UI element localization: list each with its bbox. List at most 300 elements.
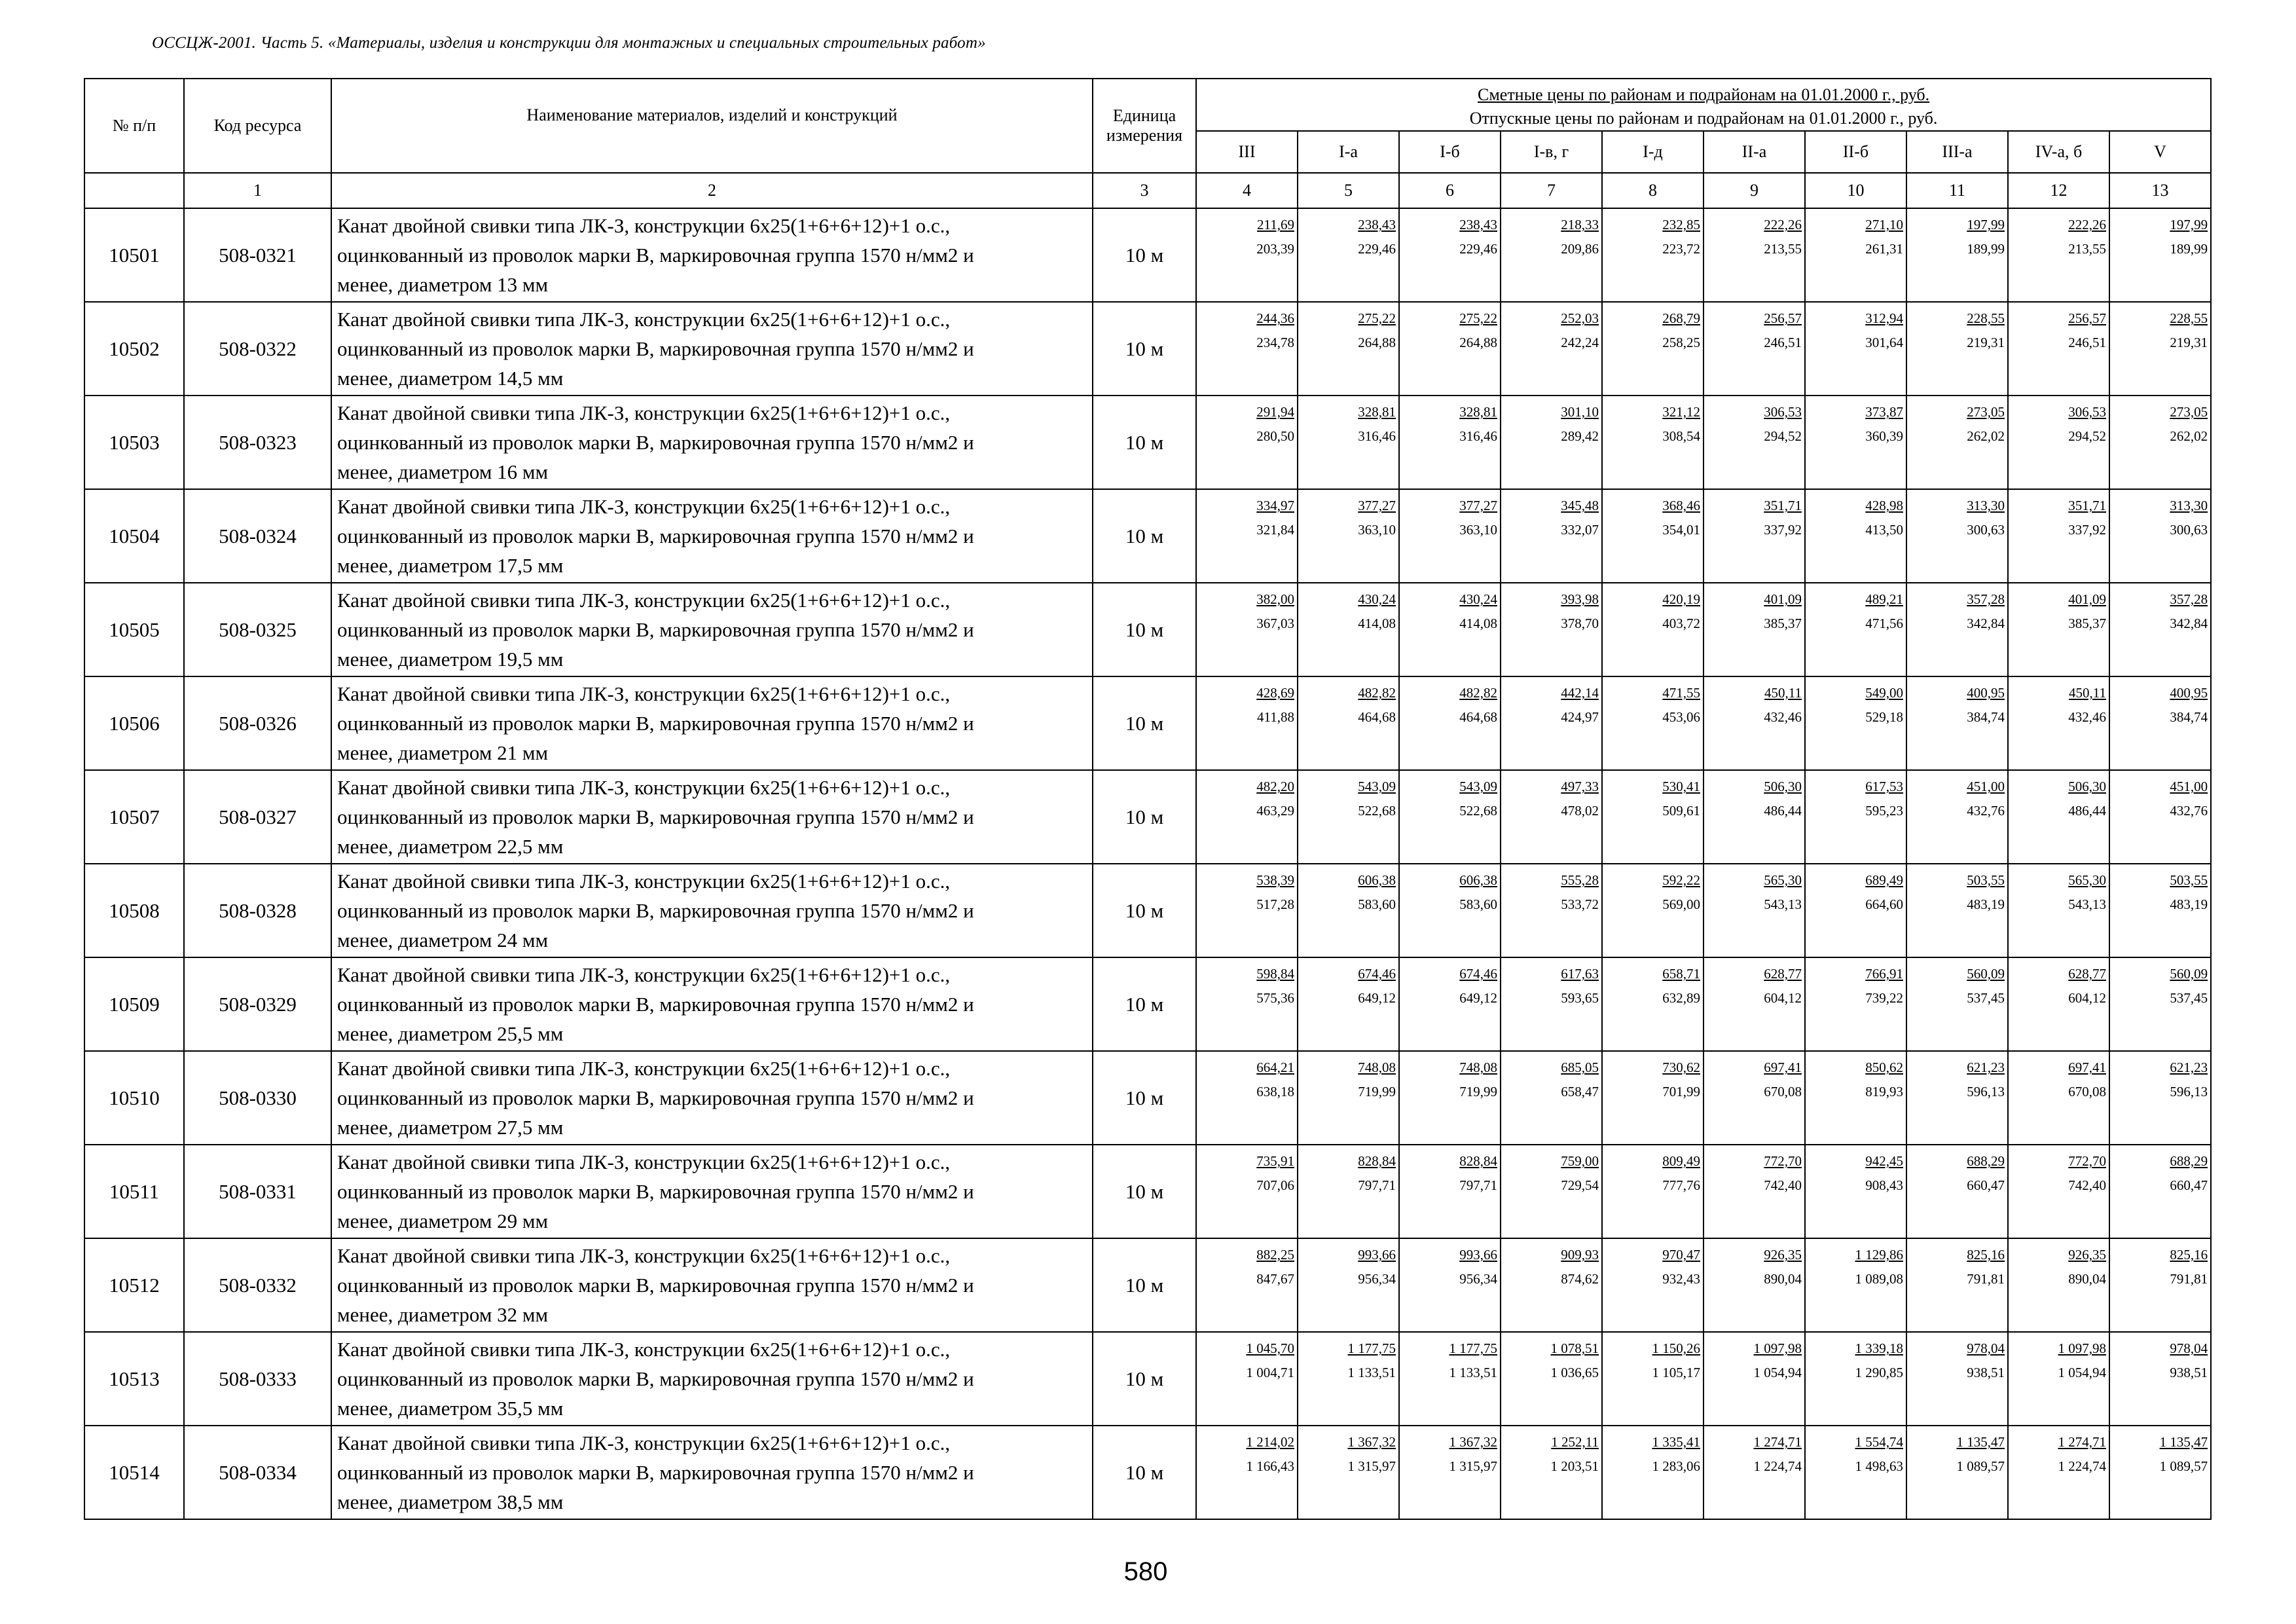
release-price: 660,47 <box>2170 1177 2208 1193</box>
estimate-price: 442,14 <box>1561 685 1599 701</box>
price-cell <box>2008 1145 2109 1238</box>
price-cell <box>1501 489 1602 583</box>
release-price: 483,19 <box>2170 896 2208 912</box>
release-price: 932,43 <box>1662 1271 1700 1287</box>
release-price: 797,71 <box>1358 1177 1396 1193</box>
estimate-price: 197,99 <box>1967 217 2005 232</box>
material-name <box>331 208 1093 302</box>
price-cell <box>1704 1145 1805 1238</box>
material-name-line: Канат двойной свивки типа ЛК-З, конструкции 6х25(1+6+6+12)+1 о.с., <box>337 308 951 331</box>
price-cell <box>2008 1332 2109 1426</box>
price-cell <box>2008 770 2109 864</box>
estimate-price: 268,79 <box>1662 310 1700 326</box>
unit-cell: 10 м <box>1093 676 1196 770</box>
estimate-price: 809,49 <box>1662 1153 1700 1169</box>
estimate-price: 450,11 <box>2069 685 2106 701</box>
region-header: II-б <box>1805 131 1906 173</box>
row-number: 10506 <box>84 676 184 770</box>
price-cell <box>1704 489 1805 583</box>
release-price: 189,99 <box>1967 241 2005 257</box>
release-price: 300,63 <box>1967 522 2005 538</box>
estimate-price: 664,21 <box>1256 1060 1294 1075</box>
release-price: 777,76 <box>1662 1177 1700 1193</box>
table-row <box>84 1145 2211 1238</box>
release-price: 1 224,74 <box>2058 1458 2106 1474</box>
release-price: 289,42 <box>1561 428 1599 444</box>
estimate-price: 1 177,75 <box>1347 1340 1396 1356</box>
unit-cell: 10 м <box>1093 957 1196 1051</box>
estimate-price: 1 097,98 <box>2058 1340 2106 1356</box>
material-name-line: Канат двойной свивки типа ЛК-З, конструкции 6х25(1+6+6+12)+1 о.с., <box>337 870 951 893</box>
price-cell <box>2109 957 2211 1051</box>
resource-code: 508-0324 <box>184 489 331 583</box>
estimate-price: 368,46 <box>1662 498 1700 513</box>
estimate-price: 555,28 <box>1561 872 1599 888</box>
estimate-price: 978,04 <box>2170 1340 2208 1356</box>
table-row <box>84 1332 2211 1426</box>
material-name-line: менее, диаметром 16 мм <box>337 460 549 483</box>
estimate-price: 1 078,51 <box>1550 1340 1599 1356</box>
release-price: 1 203,51 <box>1550 1458 1599 1474</box>
release-price: 413,50 <box>1865 522 1903 538</box>
material-name-line: оцинкованный из проволок марки В, маркировочная группа 1570 н/мм2 и <box>337 337 974 360</box>
material-name-line: менее, диаметром 21 мм <box>337 741 549 764</box>
release-price: 432,46 <box>1764 709 1802 725</box>
column-number: 4 <box>1196 173 1298 208</box>
resource-code: 508-0322 <box>184 302 331 396</box>
region-header: V <box>2109 131 2211 173</box>
release-price: 1 290,85 <box>1855 1365 1903 1380</box>
release-price: 660,47 <box>1967 1177 2005 1193</box>
estimate-price: 497,33 <box>1561 779 1599 794</box>
estimate-price: 252,03 <box>1561 310 1599 326</box>
estimate-price: 503,55 <box>1967 872 2005 888</box>
release-price: 242,24 <box>1561 335 1599 350</box>
estimate-price: 993,66 <box>1358 1247 1396 1263</box>
price-cell <box>1399 1332 1501 1426</box>
table-row <box>84 1238 2211 1332</box>
release-price: 471,56 <box>1865 616 1903 631</box>
estimate-price: 238,43 <box>1358 217 1396 232</box>
region-header: III <box>1196 131 1298 173</box>
estimate-price: 825,16 <box>1967 1247 2005 1263</box>
row-number: 10507 <box>84 770 184 864</box>
release-price: 595,23 <box>1865 803 1903 819</box>
price-cell <box>2008 396 2109 489</box>
estimate-price: 926,35 <box>1764 1247 1802 1263</box>
material-name-line: Канат двойной свивки типа ЛК-З, конструкции 6х25(1+6+6+12)+1 о.с., <box>337 682 951 705</box>
release-price: 209,86 <box>1561 241 1599 257</box>
estimate-price: 301,10 <box>1561 404 1599 420</box>
price-cell <box>1602 957 1704 1051</box>
unit-cell: 10 м <box>1093 1145 1196 1238</box>
release-price: 332,07 <box>1561 522 1599 538</box>
estimate-price: 1 214,02 <box>1246 1434 1294 1450</box>
estimate-price: 689,49 <box>1865 872 1903 888</box>
estimate-price: 828,84 <box>1358 1153 1396 1169</box>
estimate-price: 351,71 <box>1764 498 1802 513</box>
estimate-price: 503,55 <box>2170 872 2208 888</box>
estimate-price: 232,85 <box>1662 217 1700 232</box>
estimate-price: 428,98 <box>1865 498 1903 513</box>
price-cell <box>1906 1051 2008 1145</box>
material-name <box>331 302 1093 396</box>
price-cell <box>1602 1145 1704 1238</box>
estimate-price: 482,82 <box>1358 685 1396 701</box>
estimate-price: 697,41 <box>2068 1060 2106 1075</box>
release-price: 262,02 <box>1967 428 2005 444</box>
estimate-price: 321,12 <box>1662 404 1700 420</box>
estimate-price: 628,77 <box>1764 966 1802 982</box>
release-price: 522,68 <box>1459 803 1497 819</box>
row-number: 10501 <box>84 208 184 302</box>
table-row <box>84 396 2211 489</box>
estimate-price: 228,55 <box>2170 310 2208 326</box>
price-cell <box>1399 208 1501 302</box>
release-price: 1 498,63 <box>1855 1458 1903 1474</box>
estimate-price: 882,25 <box>1256 1247 1294 1263</box>
price-cell <box>1501 957 1602 1051</box>
price-cell <box>1399 1238 1501 1332</box>
column-number: 12 <box>2008 173 2109 208</box>
table-row <box>84 770 2211 864</box>
price-cell <box>1704 957 1805 1051</box>
price-cell <box>1906 1332 2008 1426</box>
material-name-line: Канат двойной свивки типа ЛК-З, конструкции 6х25(1+6+6+12)+1 о.с., <box>337 1338 951 1361</box>
material-name-line: менее, диаметром 35,5 мм <box>337 1397 564 1420</box>
release-price: 262,02 <box>2170 428 2208 444</box>
price-cell <box>1602 1426 1704 1519</box>
resource-code: 508-0330 <box>184 1051 331 1145</box>
table-row <box>84 583 2211 676</box>
resource-code: 508-0325 <box>184 583 331 676</box>
release-price: 664,60 <box>1865 896 1903 912</box>
price-cell <box>1501 1051 1602 1145</box>
release-price: 246,51 <box>2068 335 2106 350</box>
table-row <box>84 957 2211 1051</box>
region-header: I-б <box>1399 131 1501 173</box>
price-cell <box>1399 1051 1501 1145</box>
price-cell <box>1602 208 1704 302</box>
release-price: 316,46 <box>1358 428 1396 444</box>
release-price: 596,13 <box>2170 1084 2208 1099</box>
price-cell <box>1399 676 1501 770</box>
price-cell <box>1298 1332 1399 1426</box>
estimate-price: 211,69 <box>1257 217 1294 232</box>
resource-code: 508-0331 <box>184 1145 331 1238</box>
release-price: 791,81 <box>2170 1271 2208 1287</box>
estimate-price: 357,28 <box>2170 591 2208 607</box>
release-price: 337,92 <box>2068 522 2106 538</box>
material-name-line: оцинкованный из проволок марки В, маркировочная группа 1570 н/мм2 и <box>337 805 974 828</box>
column-number-row <box>84 173 2211 208</box>
price-cell <box>1501 1145 1602 1238</box>
estimate-price: 313,30 <box>1967 498 2005 513</box>
estimate-price: 560,09 <box>2170 966 2208 982</box>
column-number <box>84 173 184 208</box>
release-price: 1 315,97 <box>1347 1458 1396 1474</box>
price-cell <box>1704 396 1805 489</box>
estimate-price: 506,30 <box>2068 779 2106 794</box>
release-price: 1 004,71 <box>1246 1365 1294 1380</box>
price-cell <box>1805 208 1906 302</box>
estimate-price: 688,29 <box>1967 1153 2005 1169</box>
release-price: 533,72 <box>1561 896 1599 912</box>
estimate-price: 222,26 <box>2068 217 2106 232</box>
release-price: 234,78 <box>1256 335 1294 350</box>
material-name <box>331 957 1093 1051</box>
release-price: 294,52 <box>2068 428 2106 444</box>
release-price: 529,18 <box>1865 709 1903 725</box>
release-price: 543,13 <box>2068 896 2106 912</box>
region-header: III-а <box>1906 131 2008 173</box>
price-cell <box>1805 1332 1906 1426</box>
release-price: 543,13 <box>1764 896 1802 912</box>
material-name-line: менее, диаметром 32 мм <box>337 1303 549 1326</box>
price-cell <box>1399 489 1501 583</box>
price-cell <box>1602 489 1704 583</box>
estimate-price: 291,94 <box>1256 404 1294 420</box>
price-cell <box>1602 770 1704 864</box>
estimate-price: 271,10 <box>1865 217 1903 232</box>
release-price: 294,52 <box>1764 428 1802 444</box>
release-price: 354,01 <box>1662 522 1700 538</box>
material-name <box>331 489 1093 583</box>
estimate-price: 1 097,98 <box>1753 1340 1802 1356</box>
release-price: 213,55 <box>2068 241 2106 257</box>
release-price: 658,47 <box>1561 1084 1599 1099</box>
release-price: 649,12 <box>1459 990 1497 1006</box>
material-name <box>331 770 1093 864</box>
table-row <box>84 1426 2211 1519</box>
material-name-line: Канат двойной свивки типа ЛК-З, конструкции 6х25(1+6+6+12)+1 о.с., <box>337 1151 951 1173</box>
row-number: 10511 <box>84 1145 184 1238</box>
document-title: ОССЦЖ-2001. Часть 5. «Материалы, изделия и конструкции для монтажных и специальных строительных работ» <box>152 34 986 52</box>
release-price: 1 054,94 <box>1753 1365 1802 1380</box>
unit-cell: 10 м <box>1093 583 1196 676</box>
price-cell <box>1501 208 1602 302</box>
estimate-price: 730,62 <box>1662 1060 1700 1075</box>
release-price: 301,64 <box>1865 335 1903 350</box>
material-name-line: оцинкованный из проволок марки В, маркировочная группа 1570 н/мм2 и <box>337 1367 974 1390</box>
material-name-line: Канат двойной свивки типа ЛК-З, конструкции 6х25(1+6+6+12)+1 о.с., <box>337 963 951 986</box>
estimate-price: 377,27 <box>1459 498 1497 513</box>
release-price: 1 036,65 <box>1550 1365 1599 1380</box>
release-price: 632,89 <box>1662 990 1700 1006</box>
estimate-price: 451,00 <box>2170 779 2208 794</box>
estimate-price: 978,04 <box>1967 1340 2005 1356</box>
price-cell <box>2008 1426 2109 1519</box>
release-price: 638,18 <box>1256 1084 1294 1099</box>
release-price: 604,12 <box>2068 990 2106 1006</box>
release-price: 432,76 <box>2170 803 2208 819</box>
material-name-line: Канат двойной свивки типа ЛК-З, конструкции 6х25(1+6+6+12)+1 о.с., <box>337 589 951 612</box>
estimate-price: 373,87 <box>1865 404 1903 420</box>
estimate-price: 674,46 <box>1459 966 1497 982</box>
release-price: 791,81 <box>1967 1271 2005 1287</box>
release-price: 537,45 <box>2170 990 2208 1006</box>
price-cell <box>1906 676 2008 770</box>
estimate-price: 428,69 <box>1256 685 1294 701</box>
price-cell <box>1805 396 1906 489</box>
release-price: 360,39 <box>1865 428 1903 444</box>
release-price: 847,67 <box>1256 1271 1294 1287</box>
header-release-prices: Отпускные цены по районам и подрайонам на 01.01.2000 г., руб. <box>1469 109 1938 128</box>
estimate-price: 772,70 <box>1764 1153 1802 1169</box>
price-cell <box>1298 396 1399 489</box>
release-price: 385,37 <box>1764 616 1802 631</box>
material-name <box>331 1145 1093 1238</box>
region-header: II-а <box>1704 131 1805 173</box>
resource-code: 508-0321 <box>184 208 331 302</box>
release-price: 213,55 <box>1764 241 1802 257</box>
release-price: 486,44 <box>2068 803 2106 819</box>
release-price: 246,51 <box>1764 335 1802 350</box>
unit-cell: 10 м <box>1093 770 1196 864</box>
price-cell <box>1196 957 1298 1051</box>
estimate-price: 1 554,74 <box>1855 1434 1903 1450</box>
table-row <box>84 208 2211 302</box>
release-price: 280,50 <box>1256 428 1294 444</box>
estimate-price: 482,82 <box>1459 685 1497 701</box>
release-price: 486,44 <box>1764 803 1802 819</box>
release-price: 1 133,51 <box>1347 1365 1396 1380</box>
release-price: 219,31 <box>1967 335 2005 350</box>
estimate-price: 538,39 <box>1256 872 1294 888</box>
price-cell <box>1906 1238 2008 1332</box>
price-cell <box>1399 396 1501 489</box>
estimate-price: 400,95 <box>1967 685 2005 701</box>
table-row <box>84 864 2211 957</box>
release-price: 453,06 <box>1662 709 1700 725</box>
release-price: 956,34 <box>1358 1271 1396 1287</box>
material-name <box>331 583 1093 676</box>
release-price: 363,10 <box>1459 522 1497 538</box>
region-header: IV-а, б <box>2008 131 2109 173</box>
release-price: 189,99 <box>2170 241 2208 257</box>
estimate-price: 273,05 <box>1967 404 2005 420</box>
header-unit: Единица измерения <box>1093 79 1196 173</box>
estimate-price: 592,22 <box>1662 872 1700 888</box>
material-name-line: оцинкованный из проволок марки В, маркировочная группа 1570 н/мм2 и <box>337 525 974 547</box>
release-price: 604,12 <box>1764 990 1802 1006</box>
release-price: 956,34 <box>1459 1271 1497 1287</box>
estimate-price: 382,00 <box>1256 591 1294 607</box>
estimate-price: 345,48 <box>1561 498 1599 513</box>
release-price: 367,03 <box>1256 616 1294 631</box>
estimate-price: 850,62 <box>1865 1060 1903 1075</box>
release-price: 432,76 <box>1967 803 2005 819</box>
price-cell <box>1602 864 1704 957</box>
release-price: 414,08 <box>1358 616 1396 631</box>
price-cell <box>1399 1426 1501 1519</box>
price-cell <box>1196 1051 1298 1145</box>
price-cell <box>1805 957 1906 1051</box>
material-name-line: менее, диаметром 22,5 мм <box>337 835 564 858</box>
resource-code: 508-0328 <box>184 864 331 957</box>
header-num: № п/п <box>84 79 184 173</box>
estimate-price: 1 177,75 <box>1449 1340 1497 1356</box>
release-price: 342,84 <box>1967 616 2005 631</box>
release-price: 1 315,97 <box>1449 1458 1497 1474</box>
column-number: 11 <box>1906 173 2008 208</box>
release-price: 300,63 <box>2170 522 2208 538</box>
unit-cell: 10 м <box>1093 1051 1196 1145</box>
release-price: 517,28 <box>1256 896 1294 912</box>
estimate-price: 772,70 <box>2068 1153 2106 1169</box>
estimate-price: 697,41 <box>1764 1060 1802 1075</box>
estimate-price: 748,08 <box>1358 1060 1396 1075</box>
estimate-price: 766,91 <box>1865 966 1903 982</box>
material-name-line: оцинкованный из проволок марки В, маркировочная группа 1570 н/мм2 и <box>337 1180 974 1203</box>
header-name: Наименование материалов, изделий и конструкций <box>331 79 1093 173</box>
estimate-price: 748,08 <box>1459 1060 1497 1075</box>
release-price: 219,31 <box>2170 335 2208 350</box>
estimate-price: 275,22 <box>1358 310 1396 326</box>
row-number: 10513 <box>84 1332 184 1426</box>
estimate-price: 926,35 <box>2068 1247 2106 1263</box>
release-price: 719,99 <box>1459 1084 1497 1099</box>
material-name-line: Канат двойной свивки типа ЛК-З, конструкции 6х25(1+6+6+12)+1 о.с., <box>337 1244 951 1267</box>
price-cell <box>1196 208 1298 302</box>
release-price: 649,12 <box>1358 990 1396 1006</box>
estimate-price: 401,09 <box>2068 591 2106 607</box>
estimate-price: 351,71 <box>2068 498 2106 513</box>
release-price: 342,84 <box>2170 616 2208 631</box>
price-cell <box>1906 583 2008 676</box>
release-price: 1 089,08 <box>1855 1271 1903 1287</box>
price-table <box>84 78 2212 1520</box>
material-name-line: менее, диаметром 27,5 мм <box>337 1116 564 1139</box>
price-cell <box>1196 1145 1298 1238</box>
price-cell <box>1602 583 1704 676</box>
material-name-line: менее, диаметром 13 мм <box>337 273 549 296</box>
estimate-price: 617,63 <box>1561 966 1599 982</box>
price-cell <box>1298 302 1399 396</box>
release-price: 569,00 <box>1662 896 1700 912</box>
price-cell <box>1805 1051 1906 1145</box>
material-name-line: Канат двойной свивки типа ЛК-З, конструкции 6х25(1+6+6+12)+1 о.с., <box>337 495 951 518</box>
price-cell <box>1399 957 1501 1051</box>
estimate-price: 451,00 <box>1967 779 2005 794</box>
price-cell <box>1906 396 2008 489</box>
resource-code: 508-0333 <box>184 1332 331 1426</box>
estimate-price: 688,29 <box>2170 1153 2208 1169</box>
price-cell <box>1805 770 1906 864</box>
estimate-price: 606,38 <box>1459 872 1497 888</box>
estimate-price: 1 274,71 <box>2058 1434 2106 1450</box>
estimate-price: 238,43 <box>1459 217 1497 232</box>
price-cell <box>1906 1426 2008 1519</box>
material-name-line: Канат двойной свивки типа ЛК-З, конструкции 6х25(1+6+6+12)+1 о.с., <box>337 1431 951 1454</box>
estimate-price: 482,20 <box>1256 779 1294 794</box>
price-cell <box>1298 864 1399 957</box>
release-price: 797,71 <box>1459 1177 1497 1193</box>
material-name-line: оцинкованный из проволок марки В, маркировочная группа 1570 н/мм2 и <box>337 1274 974 1297</box>
price-cell <box>1399 770 1501 864</box>
release-price: 575,36 <box>1256 990 1294 1006</box>
estimate-price: 273,05 <box>2170 404 2208 420</box>
material-name-line: менее, диаметром 25,5 мм <box>337 1022 564 1045</box>
estimate-price: 306,53 <box>1764 404 1802 420</box>
estimate-price: 1 367,32 <box>1449 1434 1497 1450</box>
price-cell <box>2109 1426 2211 1519</box>
price-cell <box>1298 1145 1399 1238</box>
estimate-price: 218,33 <box>1561 217 1599 232</box>
estimate-price: 658,71 <box>1662 966 1700 982</box>
release-price: 701,99 <box>1662 1084 1700 1099</box>
release-price: 739,22 <box>1865 990 1903 1006</box>
